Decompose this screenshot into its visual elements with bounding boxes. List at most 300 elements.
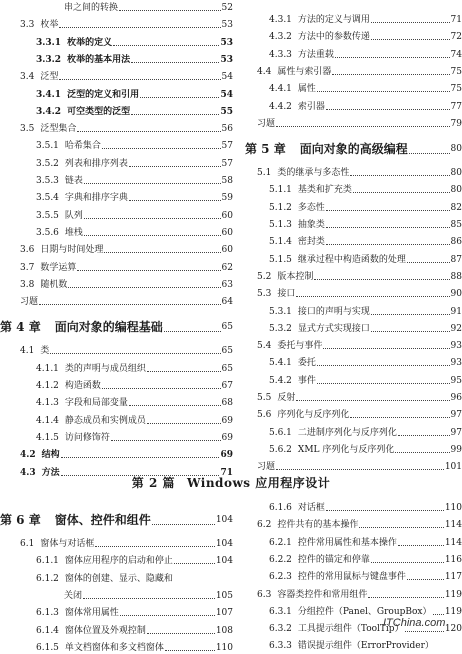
toc-chapter <box>0 510 233 528</box>
toc-title: 泛型的定义和引用 <box>67 89 140 100</box>
toc-page-number: 119 <box>444 589 462 600</box>
toc-entry <box>245 165 462 179</box>
toc-entry <box>0 173 233 187</box>
toc-title: 接口 <box>277 289 296 300</box>
toc-page-number: 92 <box>450 323 462 334</box>
toc-title: 列表和排序列表 <box>64 158 128 169</box>
toc-title: 类 <box>40 346 50 357</box>
toc-entry <box>245 355 462 369</box>
toc-leader-dots <box>104 252 220 253</box>
toc-leader-dots <box>113 45 219 46</box>
toc-page-number: 90 <box>450 289 462 300</box>
toc-chapter <box>245 139 462 157</box>
toc-entry <box>0 588 233 602</box>
toc-number: 5.1.5 <box>269 254 292 265</box>
toc-entry <box>245 81 462 95</box>
toc-entry <box>245 99 462 113</box>
toc-page-number: 104 <box>215 515 233 525</box>
toc-leader-dots <box>77 270 220 271</box>
toc-number: 6.2.2 <box>269 554 292 565</box>
toc-number: 5.4 <box>257 341 272 352</box>
toc-entry <box>245 234 462 248</box>
toc-number: 6.2.1 <box>269 537 292 548</box>
toc-page-number: 60 <box>221 227 233 238</box>
toc-number: 第 6 章 <box>0 513 41 527</box>
toc-page-number: 75 <box>450 66 462 77</box>
toc-title: 继承过程中构造函数的处理 <box>297 254 406 265</box>
toc-title: 方法中的参数传递 <box>297 32 370 43</box>
toc-entry <box>245 604 462 618</box>
toc-title: 串之间的转换 <box>64 3 119 13</box>
toc-title: 索引器 <box>297 101 325 112</box>
toc-entry <box>0 395 233 409</box>
toc-number: 4.1.1 <box>36 363 59 374</box>
toc-page-number: 79 <box>450 118 462 129</box>
toc-page-number: 105 <box>215 590 233 601</box>
toc-entry <box>245 552 462 566</box>
toc-entry <box>0 378 233 392</box>
toc-chapter <box>0 317 233 335</box>
toc-number: 5.1 <box>257 168 272 179</box>
toc-leader-dots <box>131 62 219 63</box>
toc-leader-dots <box>359 527 443 528</box>
toc-leader-dots <box>102 148 221 149</box>
toc-leader-dots <box>59 27 220 28</box>
toc-page-number: 63 <box>221 279 233 290</box>
toc-page-number: 57 <box>221 141 233 152</box>
toc-title: 类的声明与成员组织 <box>64 363 146 374</box>
toc-title: 枚举 <box>40 20 59 31</box>
toc-number: 6.2 <box>257 520 272 531</box>
toc-title: 容器类控件和常用组件 <box>277 589 368 600</box>
toc-title: 控件的锚定和停靠 <box>297 554 370 565</box>
toc-entry <box>0 361 233 375</box>
toc-leader-dots <box>84 183 221 184</box>
toc-page-number: 65 <box>221 363 233 374</box>
toc-page-number: 91 <box>450 306 462 317</box>
toc-number: 5.4.1 <box>269 358 292 369</box>
toc-title: 泛型集合 <box>40 124 77 135</box>
toc-number: 3.5.1 <box>36 141 59 152</box>
toc-number: 3.5.4 <box>36 193 59 204</box>
toc-number: 3.4 <box>20 72 35 83</box>
toc-page-number: 53 <box>220 54 233 65</box>
toc-entry <box>245 286 462 300</box>
toc-entry <box>0 35 233 49</box>
toc-number: 5.1.3 <box>269 220 292 230</box>
toc-entry <box>245 390 462 404</box>
toc-title: 事件 <box>297 375 316 386</box>
toc-title: 构造函数 <box>64 381 101 391</box>
toc-leader-dots <box>84 218 221 219</box>
toc-entry <box>245 442 462 456</box>
toc-entry <box>245 638 462 652</box>
toc-number: 4.1 <box>20 346 35 357</box>
toc-page-number: 65 <box>221 346 233 357</box>
toc-title: 泛型 <box>40 72 59 83</box>
toc-number: 6.1.4 <box>36 625 59 636</box>
toc-title: 窗体位置及外观控制 <box>64 625 146 636</box>
toc-leader-dots <box>129 405 221 406</box>
toc-title: 关闭 <box>64 590 83 601</box>
toc-number: 6.2.3 <box>269 572 292 583</box>
toc-page-number: 64 <box>221 297 233 308</box>
toc-page-number: 99 <box>450 444 462 455</box>
toc-title: 枚举的基本用法 <box>67 54 131 65</box>
toc-title: 接口的声明与实现 <box>297 306 370 317</box>
toc-leader-dots <box>326 244 450 245</box>
toc-page-number: 60 <box>221 245 233 256</box>
toc-leader-dots <box>68 287 220 288</box>
toc-number: 5.1.4 <box>269 237 292 248</box>
toc-leader-dots <box>326 210 450 211</box>
toc-number: 3.5.2 <box>36 158 59 169</box>
toc-entry <box>245 12 462 26</box>
toc-number: 6.1.5 <box>36 642 59 653</box>
toc-page-number: 97 <box>450 427 462 438</box>
toc-number: 4.1.4 <box>36 415 59 426</box>
toc-entry <box>0 260 233 274</box>
toc-number: 习题 <box>20 297 39 308</box>
toc-leader-dots <box>77 131 220 132</box>
toc-number: 5.5 <box>257 393 272 403</box>
toc-page-number: 93 <box>450 341 462 352</box>
toc-entry <box>245 200 462 214</box>
toc-number: 3.5.6 <box>36 227 59 238</box>
toc-entry <box>0 156 233 170</box>
toc-entry <box>245 217 462 231</box>
toc-page-number: 71 <box>450 15 462 25</box>
toc-leader-dots <box>147 633 215 634</box>
toc-title: 访问修饰符 <box>64 432 110 443</box>
toc-title: 工具提示组件（ToolTip） <box>297 624 404 635</box>
toc-number: 5.3 <box>257 289 272 300</box>
part-name: Windows 应用程序设计 <box>187 476 331 490</box>
toc-entry <box>0 277 233 291</box>
toc-title: 抽象类 <box>297 220 325 230</box>
toc-page-number: 108 <box>215 625 233 636</box>
toc-title: 属性 <box>297 84 316 95</box>
toc-number: 3.5.5 <box>36 210 59 221</box>
toc-number: 5.2 <box>257 271 272 282</box>
toc-entry <box>245 116 462 130</box>
toc-page-number: 59 <box>221 193 233 204</box>
toc-title: 哈希集合 <box>64 141 101 152</box>
toc-title: 类的继承与多态性 <box>277 168 350 179</box>
toc-title: 枚举的定义 <box>67 37 113 48</box>
toc-entry <box>0 640 233 654</box>
toc-page-number: 107 <box>215 608 233 619</box>
toc-entry <box>245 269 462 283</box>
toc-number: 5.6 <box>257 410 272 421</box>
toc-number: 5.6.2 <box>269 444 292 455</box>
toc-entry <box>0 242 233 256</box>
toc-entry <box>0 553 233 567</box>
toc-title: 密封类 <box>297 237 325 248</box>
toc-number: 3.7 <box>20 262 35 273</box>
toc-leader-dots <box>323 348 449 349</box>
toc-page-number: 93 <box>450 358 462 369</box>
toc-title: XML 序列化与反序列化 <box>297 444 395 455</box>
toc-leader-dots <box>335 57 450 58</box>
toc-leader-dots <box>371 314 450 315</box>
toc-title: 字段和局部变量 <box>64 398 128 409</box>
toc-number: 6.3.1 <box>269 606 292 617</box>
toc-page-number: 68 <box>221 398 233 409</box>
toc-number: 4.3.2 <box>269 32 292 43</box>
toc-page-number: 88 <box>450 271 462 282</box>
toc-leader-dots <box>317 91 450 92</box>
toc-number: 4.1.5 <box>36 432 59 443</box>
toc-entry <box>0 0 233 14</box>
toc-number: 6.1.1 <box>36 556 59 567</box>
toc-entry <box>0 121 233 135</box>
toc-number: 5.1.2 <box>269 202 292 213</box>
toc-title: 窗体、控件和组件 <box>54 513 151 527</box>
toc-leader-dots <box>131 114 219 115</box>
toc-title: 窗体应用程序的启动和停止 <box>64 556 173 567</box>
toc-leader-dots <box>147 371 221 372</box>
toc-title: 显式方式实现接口 <box>297 323 370 334</box>
toc-leader-dots <box>409 153 450 154</box>
toc-number: 3.6 <box>20 245 35 256</box>
toc-entry <box>245 500 462 514</box>
toc-entry <box>245 47 462 61</box>
toc-entry <box>245 459 462 473</box>
toc-entry <box>245 587 462 601</box>
toc-title: 方法 <box>41 467 60 478</box>
toc-number: 5.6.1 <box>269 427 292 438</box>
toc-number: 6.3 <box>257 589 272 600</box>
toc-page-number: 110 <box>444 503 462 513</box>
toc-number: 5.4.2 <box>269 375 292 386</box>
toc-leader-dots <box>95 546 214 547</box>
toc-title: 队列 <box>64 210 83 221</box>
toc-number: 3.3 <box>20 20 35 31</box>
toc-title: 方法重载 <box>297 49 334 60</box>
toc-leader-dots <box>147 423 221 424</box>
toc-title: 控件常用属性和基本操作 <box>297 537 397 548</box>
toc-page-number: 53 <box>220 37 233 48</box>
toc-page-number: 54 <box>220 89 233 100</box>
toc-page-number: 101 <box>444 462 462 473</box>
toc-entry <box>245 517 462 531</box>
toc-number: 习题 <box>257 462 276 473</box>
toc-number: 6.1.6 <box>269 503 292 513</box>
toc-page-number: 97 <box>450 410 462 421</box>
toc-leader-dots <box>371 562 444 563</box>
toc-title: 属性与索引器 <box>277 66 332 77</box>
toc-leader-dots <box>332 74 449 75</box>
toc-page-number: 116 <box>444 554 462 565</box>
toc-entry <box>0 413 233 427</box>
toc-page-number: 85 <box>450 220 462 230</box>
toc-number: 6.1.3 <box>36 608 59 619</box>
toc-title: 基类和扩充类 <box>297 185 352 196</box>
toc-title: 静态成员和实例成员 <box>64 415 146 426</box>
toc-title: 对话框 <box>297 503 325 513</box>
toc-entry <box>245 252 462 266</box>
toc-leader-dots <box>326 109 450 110</box>
toc-title: 错误提示组件（ErrorProvider） <box>297 641 434 652</box>
toc-entry <box>0 430 233 444</box>
toc-number: 3.5 <box>20 124 35 135</box>
toc-leader-dots <box>61 457 220 458</box>
toc-number: 4.2 <box>20 450 36 461</box>
toc-page-number: 69 <box>221 432 233 443</box>
toc-leader-dots <box>164 331 221 332</box>
toc-leader-dots <box>398 435 450 436</box>
toc-page-number: 67 <box>221 381 233 391</box>
toc-leader-dots <box>83 598 215 599</box>
toc-title: 堆栈 <box>64 227 83 238</box>
toc-leader-dots <box>276 469 444 470</box>
toc-leader-dots <box>84 235 221 236</box>
toc-page-number: 57 <box>221 158 233 169</box>
toc-number: 4.1.3 <box>36 398 59 409</box>
toc-page-number: 58 <box>221 176 233 186</box>
toc-leader-dots <box>326 510 444 511</box>
toc-leader-dots <box>398 545 444 546</box>
toc-page-number: 71 <box>220 467 233 478</box>
toc-title: 日期与时间处理 <box>40 245 104 256</box>
toc-entry <box>0 571 233 585</box>
toc-leader-dots <box>407 262 450 263</box>
toc-page-number: 95 <box>450 375 462 386</box>
toc-page-number: 104 <box>215 539 233 549</box>
toc-page-number: 69 <box>221 415 233 426</box>
toc-page-number: 75 <box>450 84 462 95</box>
toc-number: 3.4.1 <box>36 89 62 100</box>
toc-number: 5.1.1 <box>269 185 292 196</box>
toc-number: 4.4.1 <box>269 84 292 95</box>
toc-leader-dots <box>102 388 221 389</box>
toc-leader-dots <box>326 227 450 228</box>
part-title <box>0 474 462 492</box>
toc-page-number: 56 <box>221 124 233 135</box>
toc-leader-dots <box>405 631 444 632</box>
toc-title: 二进制序列化与反序列化 <box>297 427 397 438</box>
toc-entry <box>245 535 462 549</box>
toc-page-number: 82 <box>450 202 462 213</box>
toc-number: 6.1 <box>20 539 35 549</box>
toc-leader-dots <box>317 365 450 366</box>
toc-page-number: 117 <box>444 572 462 583</box>
toc-leader-dots <box>395 452 449 453</box>
toc-page-number: 77 <box>450 101 462 112</box>
toc-title: 结构 <box>41 450 60 461</box>
toc-leader-dots <box>120 615 215 616</box>
toc-leader-dots <box>140 97 219 98</box>
toc-entry <box>245 373 462 387</box>
toc-entry <box>245 338 462 352</box>
toc-title: 面向对象的高级编程 <box>299 142 408 157</box>
toc-title: 多态性 <box>297 202 325 213</box>
toc-title: 单文档窗体和多文档窗体 <box>64 642 164 653</box>
toc-entry <box>245 29 462 43</box>
toc-leader-dots <box>119 10 221 11</box>
toc-title: 控件的常用鼠标与键盘事件 <box>297 572 406 583</box>
toc-number: 3.4.2 <box>36 106 62 117</box>
toc-number: 4.3 <box>20 467 36 478</box>
toc-leader-dots <box>296 296 449 297</box>
toc-number: 5.3.1 <box>269 306 292 317</box>
part-label: 第 2 篇 <box>131 476 175 490</box>
toc-page-number: 74 <box>450 49 462 60</box>
toc-page-number: 53 <box>221 20 233 31</box>
toc-leader-dots <box>433 614 444 615</box>
toc-page-number: 120 <box>444 624 462 635</box>
toc-page-number: 104 <box>215 556 233 567</box>
toc-page-number: 55 <box>220 106 233 117</box>
toc-entry <box>245 407 462 421</box>
toc-number: 习题 <box>257 118 276 129</box>
toc-leader-dots <box>350 417 449 418</box>
toc-entry <box>0 52 233 66</box>
toc-entry <box>245 321 462 335</box>
toc-entry <box>0 87 233 101</box>
toc-page-number: 80 <box>450 144 462 155</box>
toc-page-number: 72 <box>450 32 462 43</box>
toc-entry <box>0 605 233 619</box>
toc-page-number: 114 <box>444 537 462 548</box>
toc-page-number: 87 <box>450 254 462 265</box>
toc-entry <box>0 447 233 461</box>
toc-number: 6.1.2 <box>36 573 59 584</box>
toc-entry <box>0 225 233 239</box>
toc-leader-dots <box>371 22 450 23</box>
toc-number: 3.5.3 <box>36 176 59 186</box>
toc-entry <box>0 536 233 550</box>
toc-title: 版本控制 <box>277 271 314 282</box>
toc-number: 6.3.2 <box>269 624 292 635</box>
toc-leader-dots <box>407 579 444 580</box>
toc-entry <box>0 104 233 118</box>
toc-title: 反射 <box>277 393 296 403</box>
toc-page-number: 62 <box>221 262 233 273</box>
toc-title: 窗体的创建、显示、隐藏和 <box>64 573 173 584</box>
toc-leader-dots <box>129 200 221 201</box>
toc-leader-dots <box>111 440 221 441</box>
toc-title: 面向对象的编程基础 <box>54 320 163 335</box>
toc-number: 4.3.1 <box>269 15 292 25</box>
toc-entry <box>0 69 233 83</box>
toc-title: 链表 <box>64 176 83 186</box>
toc-leader-dots <box>152 524 215 525</box>
toc-page-number: 80 <box>450 168 462 179</box>
toc-number: 4.4.2 <box>269 101 292 112</box>
toc-page-number: 80 <box>450 185 462 196</box>
toc-entry <box>245 64 462 78</box>
toc-number: 5.3.2 <box>269 323 292 334</box>
toc-title: 窗体与对话框 <box>40 539 95 549</box>
toc-page-number: 69 <box>220 450 233 461</box>
toc-entry <box>245 304 462 318</box>
toc-page-number: 86 <box>450 237 462 248</box>
toc-entry <box>0 343 233 357</box>
toc-page-number: 96 <box>450 393 462 403</box>
toc-page-number: 65 <box>221 322 233 333</box>
toc-leader-dots <box>39 304 221 305</box>
toc-leader-dots <box>276 126 450 127</box>
toc-leader-dots <box>350 175 449 176</box>
toc-title: 方法的定义与调用 <box>297 15 370 25</box>
toc-leader-dots <box>174 563 215 564</box>
toc-leader-dots <box>59 79 220 80</box>
toc-page-number: 60 <box>221 210 233 221</box>
toc-leader-dots <box>129 166 221 167</box>
toc-number: 3.8 <box>20 279 35 290</box>
